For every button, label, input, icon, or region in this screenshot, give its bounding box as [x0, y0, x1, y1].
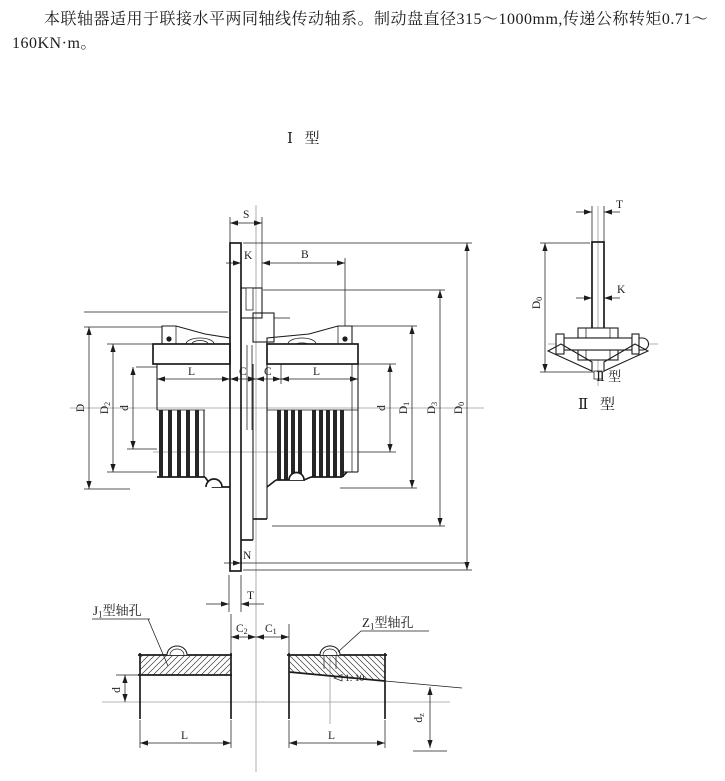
dim-label-L-left: L	[188, 366, 196, 378]
keyway-bump	[289, 473, 304, 481]
dim-label-D: D	[75, 403, 87, 413]
j1-shaft-hole-detail	[92, 603, 232, 748]
z1-hole-label: Z1型轴孔	[362, 615, 414, 632]
dim-label-L-detail-left: L	[181, 730, 189, 742]
type2-view	[531, 199, 658, 413]
dim-label-C1: C1	[265, 623, 277, 636]
brake-disc-plate	[230, 243, 241, 571]
dim-label-D0-type2: D0	[531, 296, 544, 310]
dim-label-N: N	[243, 550, 252, 562]
dim-label-dz: dz	[413, 713, 426, 723]
dim-label-B: B	[301, 249, 309, 261]
shaft-hole-details	[92, 603, 462, 751]
z1-shaft-hole-detail	[287, 615, 462, 751]
taper-label: 1: 10	[345, 674, 365, 684]
right-sleeve-band	[267, 344, 358, 364]
dim-label-D1: D1	[398, 401, 411, 415]
main-dimensions	[75, 209, 472, 655]
dim-label-T-main: T	[247, 590, 255, 602]
dim-label-L-detail-right: L	[328, 730, 336, 742]
dim-label-K: K	[244, 250, 253, 262]
left-gear-drum	[157, 410, 230, 487]
dim-label-d-right: d	[376, 405, 388, 411]
type2-overlay-text: Ⅱ 型	[596, 369, 622, 384]
dim-label-S: S	[243, 209, 250, 221]
bolt-hole-slot	[246, 288, 253, 310]
left-flange-assembly	[162, 326, 230, 344]
intro-paragraph: 本联轴器适用于联接水平两同轴线传动轴系。制动盘直径315～1000mm,传递公称转矩0.71～160KN·m。	[12, 11, 709, 52]
dim-label-d-detail: d	[111, 687, 123, 693]
dim-label-K-type2: K	[617, 284, 626, 296]
keyway-bump	[206, 479, 222, 487]
right-flange-assembly	[267, 326, 352, 344]
dim-label-T-type2: T	[616, 199, 624, 211]
j1-hole-label: J1型轴孔	[93, 603, 142, 620]
dim-label-C-right: C	[264, 366, 272, 378]
dim-label-C2: C2	[236, 623, 248, 636]
type2-caption: Ⅱ 型	[578, 397, 619, 413]
left-sleeve-band	[153, 344, 230, 364]
dim-label-d-left: d	[119, 405, 131, 411]
dim-label-C-left: C	[239, 366, 247, 378]
bolt-dot	[166, 336, 171, 341]
dim-label-L-right: L	[313, 366, 321, 378]
dim-label-D2: D2	[99, 401, 112, 415]
dim-label-D3: D3	[426, 401, 439, 415]
bolt-dot	[342, 336, 347, 341]
dim-label-D0: D0	[453, 401, 466, 415]
type1-main-view	[70, 205, 484, 772]
type1-caption: Ⅰ 型	[287, 131, 324, 147]
